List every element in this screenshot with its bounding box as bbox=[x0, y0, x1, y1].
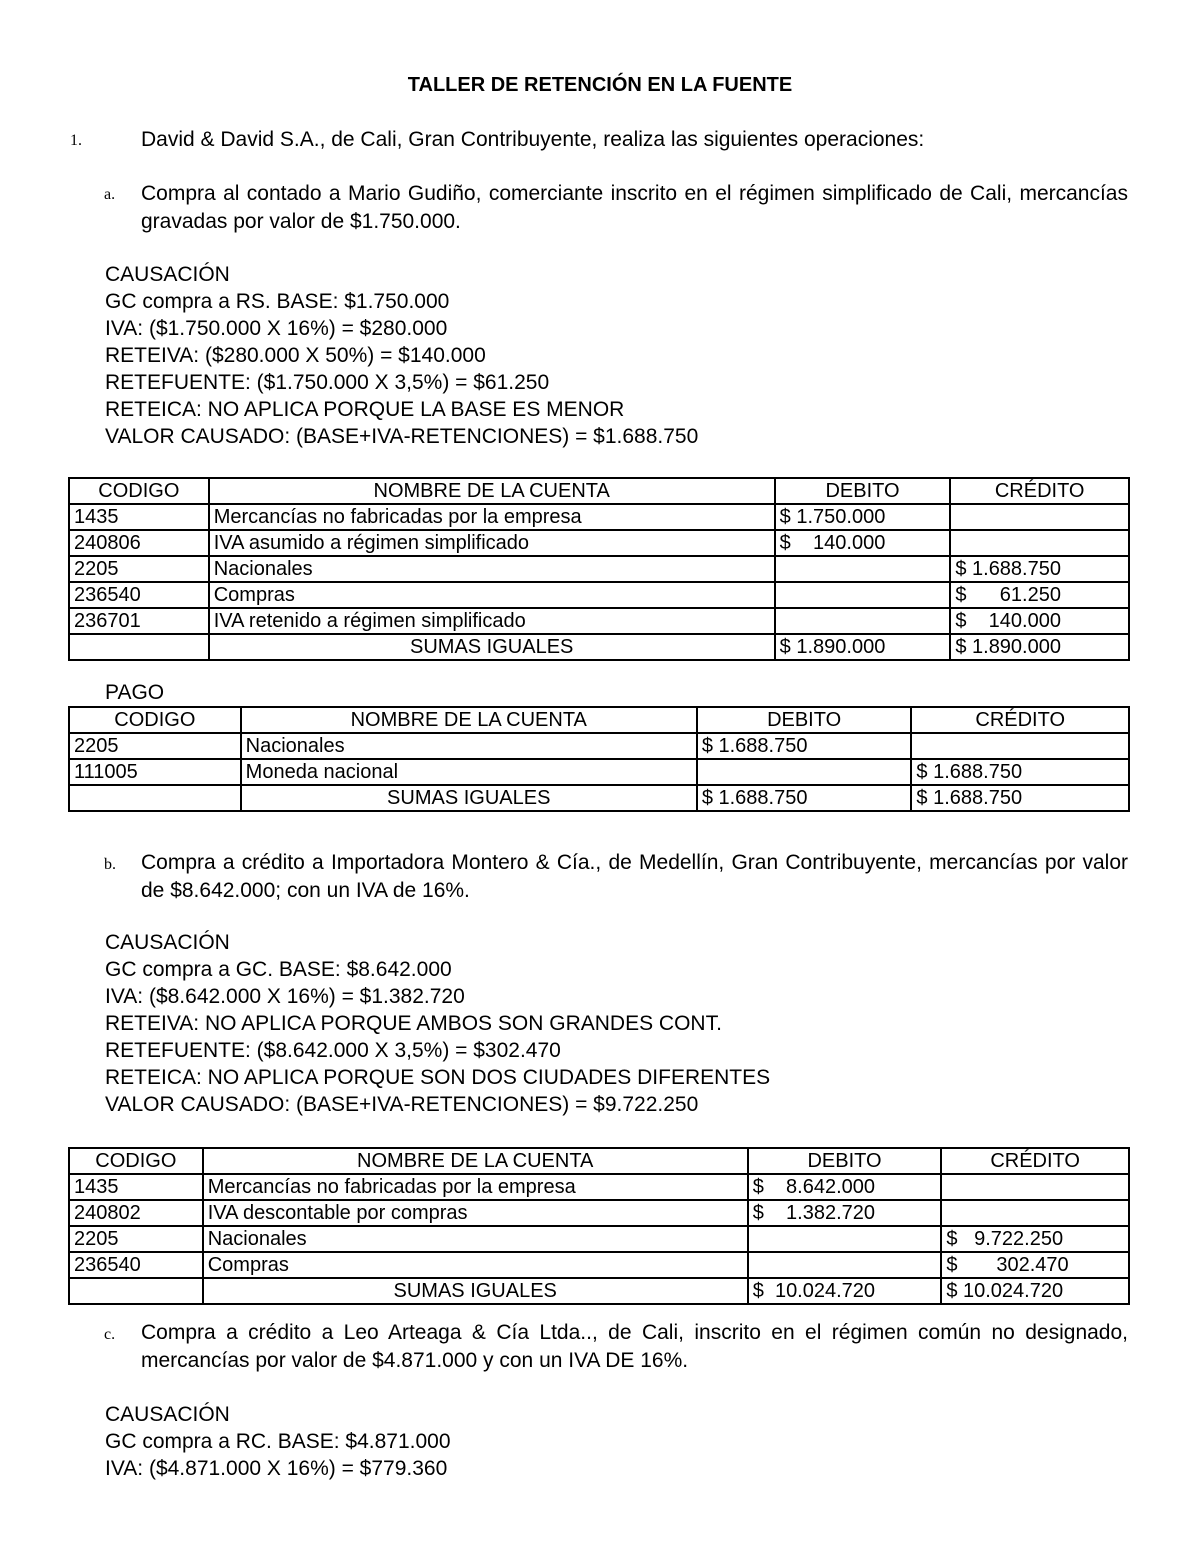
table-cell bbox=[941, 1200, 1129, 1226]
header-cell: NOMBRE DE LA CUENTA bbox=[209, 478, 775, 504]
page-title: TALLER DE RETENCIÓN EN LA FUENTE bbox=[407, 74, 793, 96]
table-cell: 1435 bbox=[69, 1174, 203, 1200]
table-header-row bbox=[69, 478, 1129, 504]
table-cell: Nacionales bbox=[209, 556, 775, 582]
causacion-line: IVA: ($8.642.000 X 16%) = $1.382.720 bbox=[105, 985, 465, 1008]
causacion-line: VALOR CAUSADO: (BASE+IVA-RETENCIONES) = $1.688.750 bbox=[105, 425, 699, 448]
table-cell: Compras bbox=[209, 582, 775, 608]
table-cell: $ 140.000 bbox=[950, 608, 1129, 634]
causacion-line: IVA: ($1.750.000 X 16%) = $280.000 bbox=[105, 317, 448, 340]
table-cell bbox=[775, 608, 951, 634]
table-cell: Moneda nacional bbox=[241, 759, 697, 785]
table-cell: 2205 bbox=[69, 556, 209, 582]
table-cell bbox=[775, 582, 951, 608]
totals-label: SUMAS IGUALES bbox=[241, 785, 697, 811]
header-cell: CRÉDITO bbox=[911, 707, 1129, 733]
table-cell: $ 8.642.000 bbox=[748, 1174, 942, 1200]
totals-row bbox=[69, 785, 1129, 811]
table-cell bbox=[69, 1278, 203, 1304]
table-cell: $ 1.750.000 bbox=[775, 504, 951, 530]
table-cell: IVA retenido a régimen simplificado bbox=[209, 608, 775, 634]
table-cell: Mercancías no fabricadas por la empresa bbox=[203, 1174, 748, 1200]
ledger-table-a bbox=[68, 477, 1130, 661]
table-cell: $ 9.722.250 bbox=[941, 1226, 1129, 1252]
totals-row bbox=[69, 1278, 1129, 1304]
table-cell bbox=[748, 1226, 942, 1252]
table-cell: 240802 bbox=[69, 1200, 203, 1226]
header-cell: DEBITO bbox=[697, 707, 912, 733]
table-cell: $ 140.000 bbox=[775, 530, 951, 556]
header-cell: NOMBRE DE LA CUENTA bbox=[241, 707, 697, 733]
causacion-line: GC compra a GC. BASE: $8.642.000 bbox=[105, 958, 452, 981]
table-cell bbox=[775, 556, 951, 582]
causacion-heading: CAUSACIÓN bbox=[105, 263, 230, 286]
totals-row bbox=[69, 634, 1129, 660]
table-cell bbox=[69, 634, 209, 660]
table-row bbox=[69, 1174, 1129, 1200]
table-row bbox=[69, 1200, 1129, 1226]
part-b-letter: b. bbox=[104, 856, 116, 873]
table-cell: Nacionales bbox=[203, 1226, 748, 1252]
table-cell bbox=[748, 1252, 942, 1278]
total-debit: $ 10.024.720 bbox=[748, 1278, 942, 1304]
table-cell bbox=[950, 530, 1129, 556]
table-cell: 1435 bbox=[69, 504, 209, 530]
table-cell: $ 1.688.750 bbox=[950, 556, 1129, 582]
table-cell: $ 302.470 bbox=[941, 1252, 1129, 1278]
totals-label: SUMAS IGUALES bbox=[203, 1278, 748, 1304]
table-cell: $ 1.382.720 bbox=[748, 1200, 942, 1226]
table-cell: $ 1.688.750 bbox=[911, 759, 1129, 785]
total-debit: $ 1.890.000 bbox=[775, 634, 951, 660]
table-row bbox=[69, 1226, 1129, 1252]
total-credit: $ 1.890.000 bbox=[950, 634, 1129, 660]
causacion-heading: CAUSACIÓN bbox=[105, 1403, 230, 1426]
table-cell: 236540 bbox=[69, 1252, 203, 1278]
part-a-letter: a. bbox=[104, 186, 116, 203]
table-row bbox=[69, 759, 1129, 785]
table-cell: $ 61.250 bbox=[950, 582, 1129, 608]
table-cell bbox=[941, 1174, 1129, 1200]
table-row bbox=[69, 608, 1129, 634]
causacion-line: VALOR CAUSADO: (BASE+IVA-RETENCIONES) = $9.722.250 bbox=[105, 1093, 699, 1116]
total-debit: $ 1.688.750 bbox=[697, 785, 912, 811]
part-a-statement: Compra al contado a Mario Gudiño, comerciante inscrito en el régimen simplificado de Cali, mercancías gravadas por valor de $1.750.000. bbox=[141, 182, 1128, 233]
causacion-line: RETEFUENTE: ($1.750.000 X 3,5%) = $61.250 bbox=[105, 371, 550, 394]
part-b-statement: Compra a crédito a Importadora Montero & Cía., de Medellín, Gran Contribuyente, mercancías por valor de $8.642.000; con un IVA de 16%. bbox=[141, 851, 1128, 902]
causacion-heading: CAUSACIÓN bbox=[105, 931, 230, 954]
causacion-line: RETEIVA: ($280.000 X 50%) = $140.000 bbox=[105, 344, 486, 367]
table-cell: 111005 bbox=[69, 759, 241, 785]
table-row bbox=[69, 1252, 1129, 1278]
header-cell: NOMBRE DE LA CUENTA bbox=[203, 1148, 748, 1174]
table-cell: 2205 bbox=[69, 1226, 203, 1252]
causacion-line: RETEIVA: NO APLICA PORQUE AMBOS SON GRANDES CONT. bbox=[105, 1012, 722, 1035]
table-cell: IVA descontable por compras bbox=[203, 1200, 748, 1226]
header-cell: CRÉDITO bbox=[941, 1148, 1129, 1174]
part-c-letter: c. bbox=[104, 1326, 116, 1343]
table-cell bbox=[950, 504, 1129, 530]
table-cell: IVA asumido a régimen simplificado bbox=[209, 530, 775, 556]
table-cell: Nacionales bbox=[241, 733, 697, 759]
table-row bbox=[69, 733, 1129, 759]
header-cell: CODIGO bbox=[69, 707, 241, 733]
header-cell: DEBITO bbox=[748, 1148, 942, 1174]
causacion-line: RETEICA: NO APLICA PORQUE SON DOS CIUDADES DIFERENTES bbox=[105, 1066, 771, 1089]
part-a-causacion bbox=[105, 261, 698, 450]
pago-label: PAGO bbox=[105, 681, 165, 704]
table-header-row bbox=[69, 707, 1129, 733]
table-row bbox=[69, 556, 1129, 582]
table-cell bbox=[69, 785, 241, 811]
table-cell: $ 1.688.750 bbox=[697, 733, 912, 759]
part-c-statement: Compra a crédito a Leo Arteaga & Cía Ltda.., de Cali, inscrito en el régimen común no designado, mercancías por valor de $4.871.000 y con un IVA DE 16%. bbox=[141, 1321, 1128, 1372]
table-row bbox=[69, 504, 1129, 530]
table-cell bbox=[911, 733, 1129, 759]
ledger-table-pago bbox=[68, 706, 1130, 812]
ledger-table-b bbox=[68, 1147, 1130, 1305]
causacion-line: GC compra a RS. BASE: $1.750.000 bbox=[105, 290, 450, 313]
item-number: 1. bbox=[70, 132, 82, 149]
table-row bbox=[69, 530, 1129, 556]
header-cell: CRÉDITO bbox=[950, 478, 1129, 504]
table-cell: 2205 bbox=[69, 733, 241, 759]
causacion-line: IVA: ($4.871.000 X 16%) = $779.360 bbox=[105, 1457, 448, 1480]
causacion-line: RETEICA: NO APLICA PORQUE LA BASE ES MENOR bbox=[105, 398, 625, 421]
table-row bbox=[69, 582, 1129, 608]
item-intro: David & David S.A., de Cali, Gran Contribuyente, realiza las siguientes operaciones: bbox=[141, 128, 925, 151]
table-cell: 236701 bbox=[69, 608, 209, 634]
causacion-line: GC compra a RC. BASE: $4.871.000 bbox=[105, 1430, 451, 1453]
table-header-row bbox=[69, 1148, 1129, 1174]
total-credit: $ 1.688.750 bbox=[911, 785, 1129, 811]
total-credit: $ 10.024.720 bbox=[941, 1278, 1129, 1304]
header-cell: DEBITO bbox=[775, 478, 951, 504]
header-cell: CODIGO bbox=[69, 478, 209, 504]
table-cell: 236540 bbox=[69, 582, 209, 608]
header-cell: CODIGO bbox=[69, 1148, 203, 1174]
totals-label: SUMAS IGUALES bbox=[209, 634, 775, 660]
table-cell bbox=[697, 759, 912, 785]
part-b-causacion bbox=[105, 929, 770, 1118]
table-cell: Mercancías no fabricadas por la empresa bbox=[209, 504, 775, 530]
table-cell: 240806 bbox=[69, 530, 209, 556]
causacion-line: RETEFUENTE: ($8.642.000 X 3,5%) = $302.470 bbox=[105, 1039, 561, 1062]
part-c-causacion bbox=[105, 1401, 451, 1482]
table-cell: Compras bbox=[203, 1252, 748, 1278]
